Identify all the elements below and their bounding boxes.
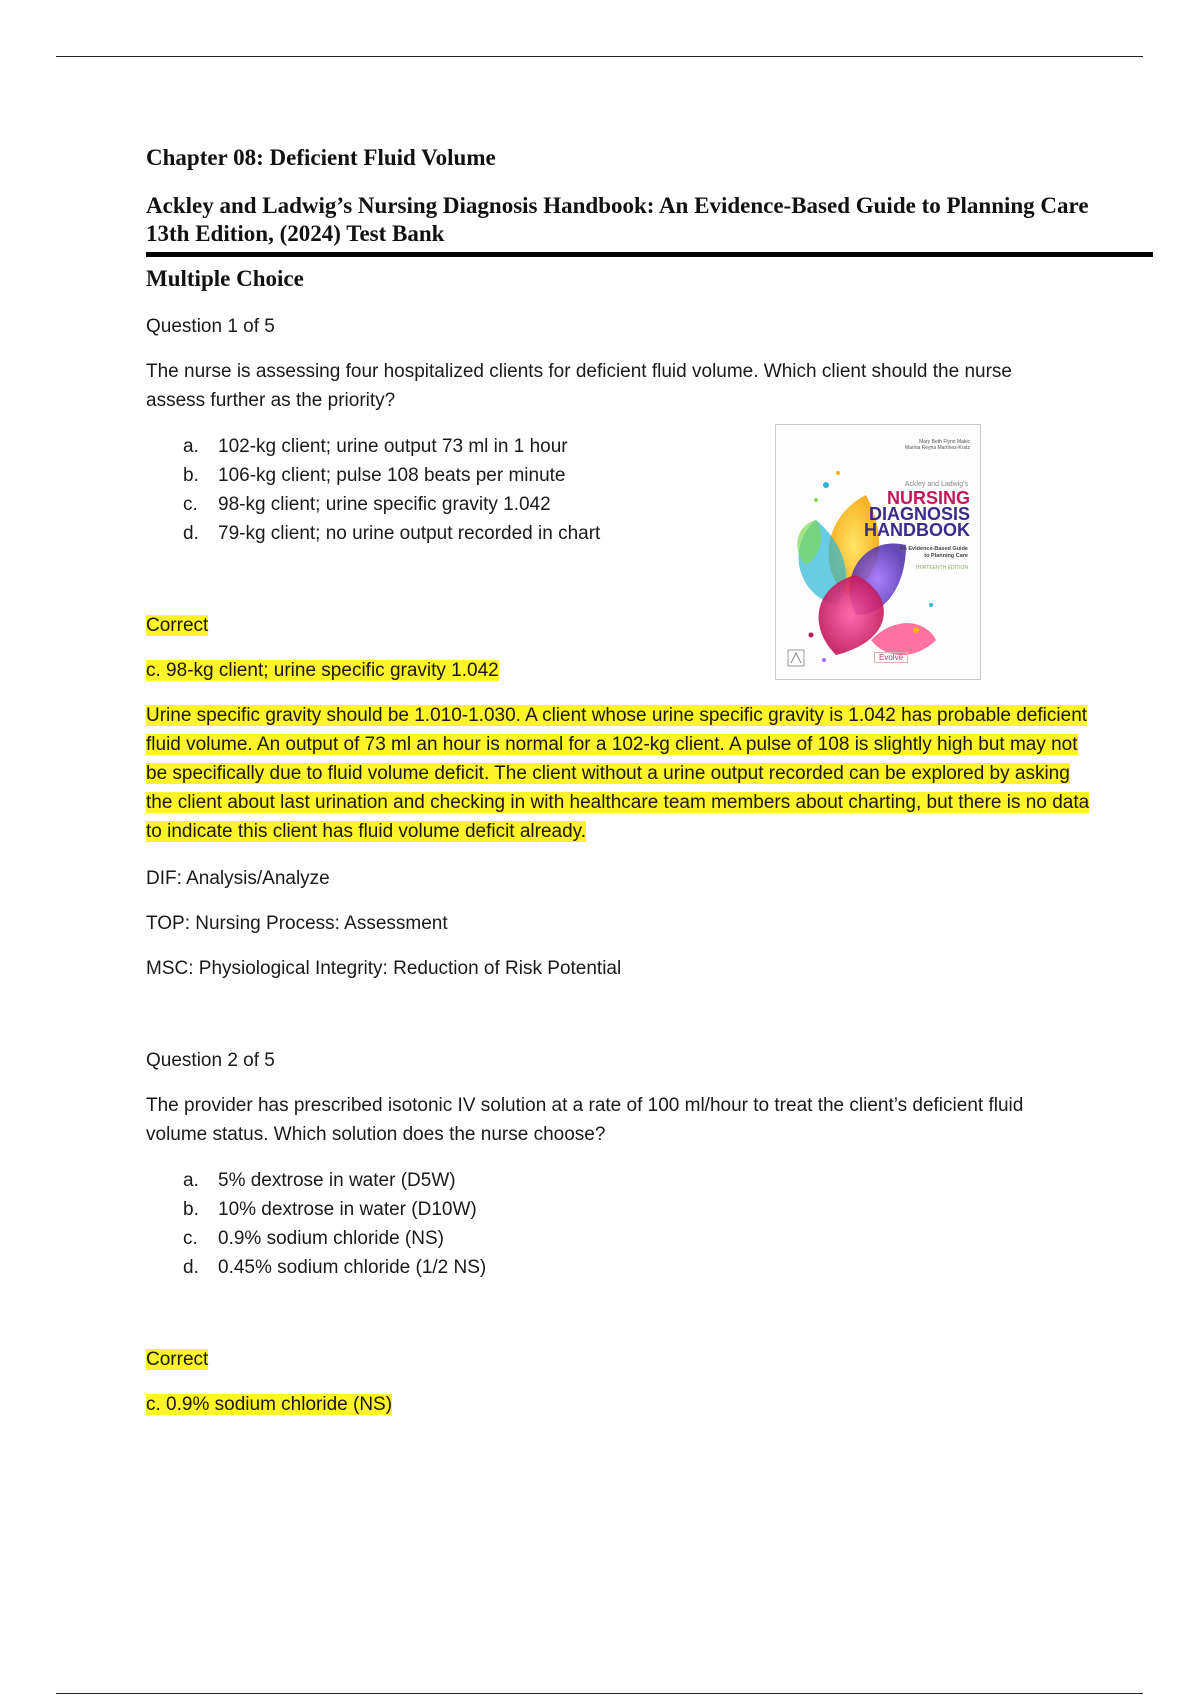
cover-evolve-badge: Evolve <box>874 652 908 663</box>
cover-authors: Mary Beth Flynn Makic Marina Reyna Martinez-Kratz <box>904 439 970 451</box>
option-letter: b. <box>183 465 199 486</box>
option-b <box>183 461 600 490</box>
option-text: 79-kg client; no urine output recorded in chart <box>218 523 601 544</box>
book-title: Ackley and Ladwig’s Nursing Diagnosis Handbook: An Evidence-Based Guide to Planning Care 13th Edition, (2024) Test Bank <box>146 193 1089 246</box>
option-letter: c. <box>183 1228 198 1249</box>
question-1-msc: MSC: Physiological Integrity: Reduction of Risk Potential <box>146 958 622 979</box>
correct-label: Correct <box>146 615 209 636</box>
cover-title <box>864 490 970 538</box>
cover-title-line: HANDBOOK <box>864 520 970 540</box>
cover-series: Ackley and Ladwig's <box>904 481 968 488</box>
option-text: 102-kg client; urine output 73 ml in 1 hour <box>218 436 568 457</box>
option-a <box>183 1166 486 1195</box>
option-b <box>183 1195 486 1224</box>
question-1-rationale <box>146 701 1091 846</box>
option-letter: a. <box>183 1170 199 1191</box>
cover-title-line: NURSING <box>886 488 970 508</box>
answer-text: c. 98-kg client; urine specific gravity 1.042 <box>146 660 499 681</box>
bottom-rule <box>56 1693 1143 1694</box>
option-letter: b. <box>183 1199 199 1220</box>
question-1-stem: The nurse is assessing four hospitalized clients for deficient fluid volume. Which client should the nurse assess further as the priority? <box>146 361 1012 411</box>
rationale-text: Urine specific gravity should be 1.010-1.030. A client whose urine specific gravity is 1.042 has probable deficient fluid volume. An output of 73 ml an hour is normal for a 102-kg client. A pulse of 108 is slightly high but may not be specifically due to fluid volume deficit. The client without a urine output recorded can be explored by asking the client about last urination and checking in with healthcare team members about charting, but there is no data to indicate this client has fluid volume deficit already. <box>146 705 1090 842</box>
question-1-options <box>183 432 600 548</box>
question-1-number: Question 1 of 5 <box>146 316 275 337</box>
question-1-topic: TOP: Nursing Process: Assessment <box>146 913 448 934</box>
option-c <box>183 1224 486 1253</box>
option-letter: d. <box>183 1257 199 1278</box>
top-rule <box>56 56 1143 57</box>
book-cover-image <box>775 424 981 680</box>
option-text: 10% dextrose in water (D10W) <box>218 1199 477 1220</box>
cover-title-line: DIAGNOSIS <box>868 504 970 524</box>
question-1-correct-label <box>146 611 208 640</box>
option-d <box>183 519 600 548</box>
cover-edition: THIRTEENTH EDITION <box>914 565 968 571</box>
option-text: 0.45% sodium chloride (1/2 NS) <box>218 1257 487 1278</box>
question-2-stem: The provider has prescribed isotonic IV solution at a rate of 100 ml/hour to treat the client’s deficient fluid volume status. Which solution does the nurse choose? <box>146 1095 1024 1145</box>
heading-divider <box>146 252 1153 257</box>
cover-tagline: An Evidence-Based Guide to Planning Care <box>899 546 968 559</box>
option-letter: a. <box>183 436 199 457</box>
section-heading: Multiple Choice <box>146 266 304 291</box>
option-a <box>183 432 600 461</box>
option-letter: d. <box>183 523 199 544</box>
cover-publisher-logo <box>788 650 804 666</box>
question-2-answer <box>146 1390 392 1419</box>
question-2-options <box>183 1166 486 1282</box>
option-d <box>183 1253 486 1282</box>
chapter-title: Chapter 08: Deficient Fluid Volume <box>146 145 496 170</box>
option-letter: c. <box>183 494 198 515</box>
option-text: 98-kg client; urine specific gravity 1.042 <box>218 494 551 515</box>
option-text: 106-kg client; pulse 108 beats per minute <box>218 465 566 486</box>
option-text: 5% dextrose in water (D5W) <box>218 1170 456 1191</box>
correct-label: Correct <box>146 1349 209 1370</box>
question-1-difficulty: DIF: Analysis/Analyze <box>146 868 330 889</box>
question-1-answer <box>146 656 499 685</box>
answer-text: c. 0.9% sodium chloride (NS) <box>146 1394 393 1415</box>
question-2-number: Question 2 of 5 <box>146 1050 275 1071</box>
option-c <box>183 490 600 519</box>
option-text: 0.9% sodium chloride (NS) <box>218 1228 444 1249</box>
question-2-correct-label <box>146 1345 208 1374</box>
